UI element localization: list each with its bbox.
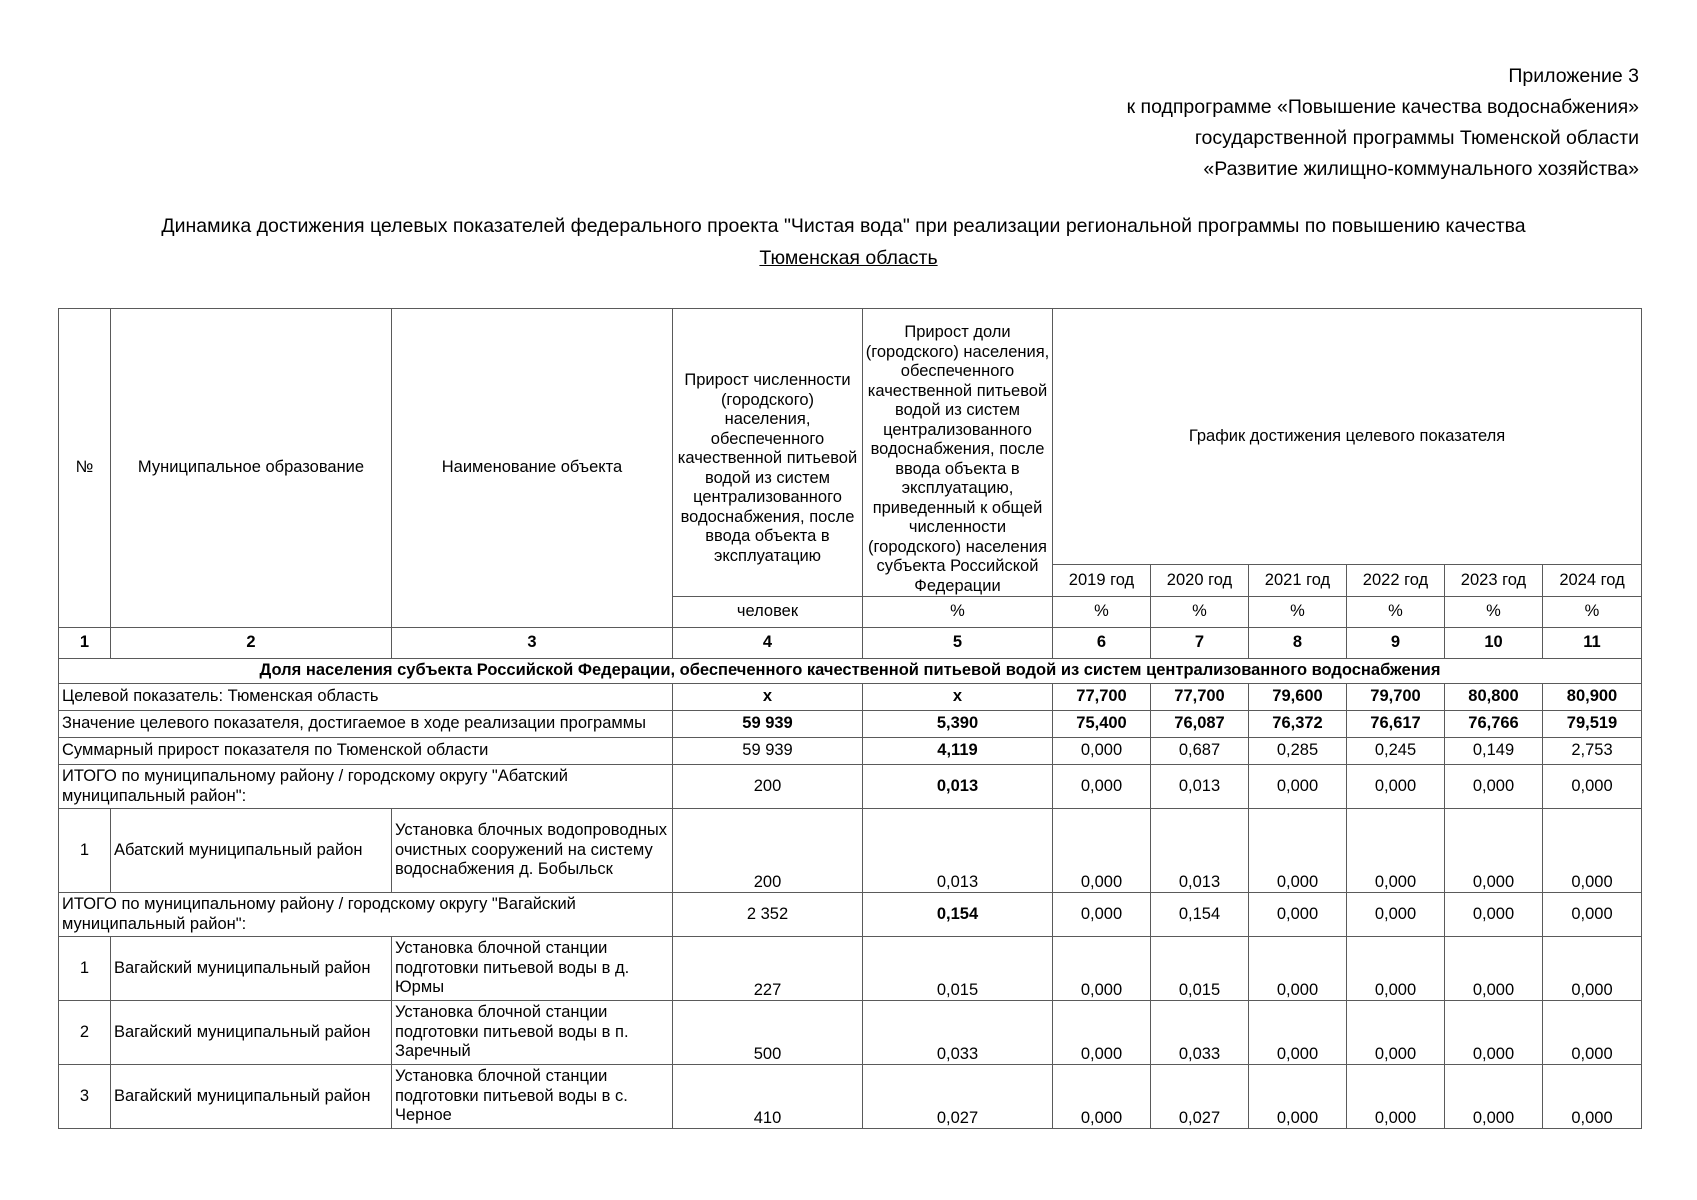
year-value: 0,015 — [1151, 937, 1249, 1001]
year-value: 2,753 — [1543, 738, 1642, 765]
year-value: 0,000 — [1053, 893, 1151, 937]
share-value: 0,013 — [863, 765, 1053, 809]
row-number: 1 — [59, 809, 111, 893]
unit-people: человек — [673, 597, 863, 628]
document-title — [0, 214, 1697, 270]
year-value: 0,000 — [1249, 937, 1347, 1001]
unit-percent: % — [1151, 597, 1249, 628]
year-value: 0,000 — [1249, 809, 1347, 893]
year-value: 0,000 — [1249, 893, 1347, 937]
appendix-line: Приложение 3 — [1508, 65, 1639, 87]
growth-value: 500 — [673, 1001, 863, 1065]
header-schedule: График достижения целевого показателя — [1053, 309, 1642, 565]
year-value: 0,000 — [1347, 893, 1445, 937]
object-row — [59, 1065, 1642, 1129]
year-value: 0,245 — [1347, 738, 1445, 765]
summary-label: Целевой показатель: Тюменская область — [59, 684, 673, 711]
object-row — [59, 937, 1642, 1001]
year-value: 79,600 — [1249, 684, 1347, 711]
indicators-table — [58, 308, 1642, 1129]
municipality-name: Вагайский муниципальный район — [111, 937, 392, 1001]
appendix-header — [1127, 61, 1639, 185]
section-title: Доля населения субъекта Российской Федерации, обеспеченного качественной питьевой водой из систем централизованного водоснабжения — [59, 659, 1642, 684]
row-number: 3 — [59, 1065, 111, 1129]
year-value: 0,000 — [1249, 1065, 1347, 1129]
year-value: 0,000 — [1543, 1065, 1642, 1129]
year-header: 2021 год — [1249, 565, 1347, 597]
year-value: 0,000 — [1053, 1001, 1151, 1065]
year-value: 0,000 — [1249, 1001, 1347, 1065]
share-value: 0,154 — [863, 893, 1053, 937]
year-value: 0,000 — [1445, 1065, 1543, 1129]
year-value: 0,285 — [1249, 738, 1347, 765]
group-total-label: ИТОГО по муниципальному району / городскому округу "Вагайский муниципальный район": — [59, 893, 673, 937]
year-value: 0,000 — [1445, 937, 1543, 1001]
year-value: 76,372 — [1249, 711, 1347, 738]
year-value: 0,000 — [1053, 937, 1151, 1001]
appendix-line: государственной программы Тюменской области — [1194, 127, 1639, 149]
year-value: 0,000 — [1543, 809, 1642, 893]
year-value: 0,000 — [1347, 1001, 1445, 1065]
region-name: Тюменская область — [759, 247, 938, 269]
column-number: 8 — [1249, 628, 1347, 659]
unit-percent: % — [1543, 597, 1642, 628]
object-name: Установка блочной станции подготовки питьевой воды в п. Заречный — [392, 1001, 673, 1065]
share-value: х — [863, 684, 1053, 711]
year-value: 79,700 — [1347, 684, 1445, 711]
year-value: 0,687 — [1151, 738, 1249, 765]
year-header: 2019 год — [1053, 565, 1151, 597]
year-header: 2022 год — [1347, 565, 1445, 597]
column-number: 3 — [392, 628, 673, 659]
share-value: 4,119 — [863, 738, 1053, 765]
growth-value: 2 352 — [673, 893, 863, 937]
growth-value: 200 — [673, 809, 863, 893]
year-value: 0,033 — [1151, 1001, 1249, 1065]
growth-value: 227 — [673, 937, 863, 1001]
summary-row — [59, 684, 1642, 711]
municipality-name: Абатский муниципальный район — [111, 809, 392, 893]
growth-value: 200 — [673, 765, 863, 809]
year-value: 0,149 — [1445, 738, 1543, 765]
year-value: 0,013 — [1151, 765, 1249, 809]
header-object: Наименование объекта — [392, 309, 673, 628]
year-value: 80,900 — [1543, 684, 1642, 711]
year-value: 0,000 — [1053, 1065, 1151, 1129]
column-number: 4 — [673, 628, 863, 659]
year-value: 0,000 — [1347, 1065, 1445, 1129]
year-value: 0,000 — [1445, 809, 1543, 893]
year-value: 0,013 — [1151, 809, 1249, 893]
year-value: 77,700 — [1151, 684, 1249, 711]
year-header: 2024 год — [1543, 565, 1642, 597]
growth-value: 410 — [673, 1065, 863, 1129]
object-row — [59, 809, 1642, 893]
column-number: 6 — [1053, 628, 1151, 659]
year-value: 0,000 — [1347, 937, 1445, 1001]
year-value: 0,000 — [1543, 1001, 1642, 1065]
year-value: 0,000 — [1347, 809, 1445, 893]
object-name: Установка блочной станции подготовки питьевой воды в д. Юрмы — [392, 937, 673, 1001]
share-value: 5,390 — [863, 711, 1053, 738]
unit-percent: % — [1249, 597, 1347, 628]
year-value: 0,000 — [1543, 765, 1642, 809]
year-value: 76,617 — [1347, 711, 1445, 738]
year-header: 2023 год — [1445, 565, 1543, 597]
header-municipality: Муниципальное образование — [111, 309, 392, 628]
year-value: 0,000 — [1445, 1001, 1543, 1065]
year-header: 2020 год — [1151, 565, 1249, 597]
growth-value: 59 939 — [673, 738, 863, 765]
unit-percent: % — [1053, 597, 1151, 628]
year-value: 0,000 — [1053, 738, 1151, 765]
group-total-row — [59, 893, 1642, 937]
municipality-name: Вагайский муниципальный район — [111, 1001, 392, 1065]
column-number: 1 — [59, 628, 111, 659]
share-value: 0,027 — [863, 1065, 1053, 1129]
year-value: 76,766 — [1445, 711, 1543, 738]
appendix-line: «Развитие жилищно-коммунального хозяйства» — [1203, 158, 1639, 180]
object-name: Установка блочной станции подготовки питьевой воды в с. Черное — [392, 1065, 673, 1129]
column-number: 11 — [1543, 628, 1642, 659]
header-share: Прирост доли (городского) населения, обеспеченного качественной питьевой водой из систем централизованного водоснабжения, после ввода объекта в эксплуатацию, приведенный к общей численности (городского) населения субъекта Российской Федерации — [863, 309, 1053, 597]
object-name: Установка блочных водопроводных очистных сооружений на систему водоснабжения д. Бобыльск — [392, 809, 673, 893]
year-value: 0,000 — [1543, 937, 1642, 1001]
year-value: 77,700 — [1053, 684, 1151, 711]
growth-value: 59 939 — [673, 711, 863, 738]
summary-row — [59, 711, 1642, 738]
share-value: 0,013 — [863, 809, 1053, 893]
unit-percent: % — [1445, 597, 1543, 628]
object-row — [59, 1001, 1642, 1065]
column-number: 10 — [1445, 628, 1543, 659]
summary-label: Суммарный прирост показателя по Тюменской области — [59, 738, 673, 765]
column-number: 2 — [111, 628, 392, 659]
year-value: 0,000 — [1543, 893, 1642, 937]
column-number: 7 — [1151, 628, 1249, 659]
column-number: 9 — [1347, 628, 1445, 659]
summary-row — [59, 738, 1642, 765]
summary-label: Значение целевого показателя, достигаемое в ходе реализации программы — [59, 711, 673, 738]
year-value: 0,000 — [1053, 765, 1151, 809]
year-value: 0,027 — [1151, 1065, 1249, 1129]
growth-value: х — [673, 684, 863, 711]
header-col-numbers-row — [59, 628, 1642, 659]
column-number: 5 — [863, 628, 1053, 659]
year-value: 0,154 — [1151, 893, 1249, 937]
year-value: 75,400 — [1053, 711, 1151, 738]
year-value: 76,087 — [1151, 711, 1249, 738]
municipality-name: Вагайский муниципальный район — [111, 1065, 392, 1129]
share-value: 0,033 — [863, 1001, 1053, 1065]
unit-percent: % — [1347, 597, 1445, 628]
header-growth: Прирост численности (городского) населения, обеспеченного качественной питьевой водой из систем централизованного водоснабжения, после ввода объекта в эксплуатацию — [673, 309, 863, 597]
group-total-label: ИТОГО по муниципальному району / городскому округу "Абатский муниципальный район": — [59, 765, 673, 809]
year-value: 80,800 — [1445, 684, 1543, 711]
title-line: Динамика достижения целевых показателей федерального проекта "Чистая вода" при реализации региональной программы по повышению качества — [161, 215, 1526, 237]
header-num: № — [59, 309, 111, 628]
share-value: 0,015 — [863, 937, 1053, 1001]
year-value: 0,000 — [1053, 809, 1151, 893]
year-value: 0,000 — [1445, 765, 1543, 809]
row-number: 2 — [59, 1001, 111, 1065]
appendix-line: к подпрограмме «Повышение качества водоснабжения» — [1126, 96, 1639, 118]
year-value: 0,000 — [1347, 765, 1445, 809]
unit-percent: % — [863, 597, 1053, 628]
group-total-row — [59, 765, 1642, 809]
year-value: 79,519 — [1543, 711, 1642, 738]
year-value: 0,000 — [1445, 893, 1543, 937]
row-number: 1 — [59, 937, 111, 1001]
section-title-row — [59, 659, 1642, 684]
year-value: 0,000 — [1249, 765, 1347, 809]
